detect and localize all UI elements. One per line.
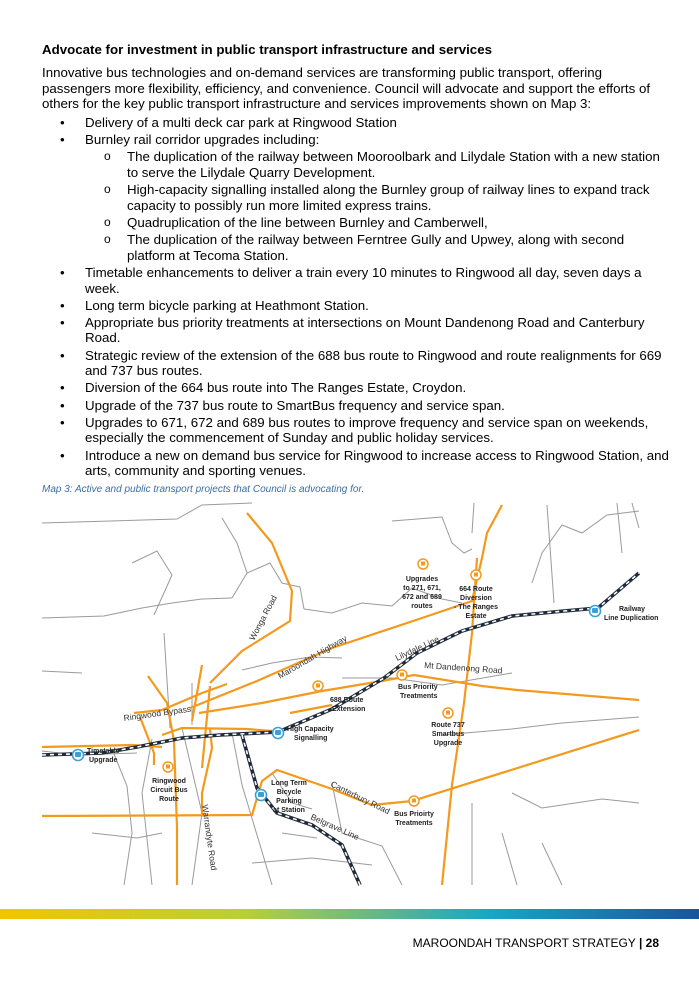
label-bicycle-1: Long Term [271, 780, 307, 787]
advocacy-list [42, 115, 672, 480]
label-bus-priority-2b: Treatments [395, 820, 433, 827]
list-item [42, 380, 672, 396]
list-item-text: Strategic review of the extension of the 688 bus route to Ringwood and route realignments for 669 and 737 bus routes. [85, 347, 662, 379]
sub-list-item-text: Quadruplication of the line between Burnley and Camberwell, [127, 214, 488, 230]
list-item-text: Delivery of a multi deck car park at Ringwood Station [85, 115, 397, 130]
label-rail-dup-2: Line Duplication [604, 615, 659, 622]
sub-bullet-icon: o [104, 149, 111, 164]
label-bicycle-2: Bicycle [276, 789, 302, 796]
label-timetable-2: Upgrade [89, 757, 118, 764]
list-item-text: Diversion of the 664 bus route into The Ranges Estate, Croydon. [85, 380, 467, 396]
train-icon [273, 728, 284, 739]
bullet-icon: • [60, 264, 65, 280]
label-737-3: Upgrade [433, 740, 463, 747]
bullet-icon: • [60, 447, 65, 463]
rail-name-belgrave: Belgrave Line [309, 811, 361, 842]
label-bus-priority-2: Bus Prioirty [394, 811, 434, 818]
bus-icon [418, 559, 428, 569]
sub-list-item-text: The duplication of the railway between Mooroolbark and Lilydale Station with a new station to serve the Lilydale Quarry Development. [127, 149, 660, 180]
road-name-wonga: Wonga Road [246, 593, 279, 642]
list-item [42, 415, 672, 446]
list-item [42, 315, 672, 346]
sub-list-item-text: The duplication of the railway between Ferntree Gully and Upwey, along with second platform at Tecoma Station. [127, 232, 625, 263]
sub-list-item [42, 182, 672, 213]
label-circuit-3: Route [159, 796, 179, 803]
project-labels [87, 576, 658, 827]
label-664-2: Diversion [460, 595, 492, 602]
bullet-icon: • [60, 297, 65, 313]
bus-icon [313, 681, 323, 691]
label-hcs-2: Signalling [294, 735, 328, 742]
road-name-maroondah: Maroondah Highway [276, 633, 349, 681]
label-664-4: Estate [465, 613, 487, 620]
label-hcs-1: High Capacity [287, 726, 334, 733]
bullet-icon: • [60, 397, 65, 413]
label-664-3: - The Ranges [454, 604, 498, 611]
list-item-text: Upgrade of the 737 bus route to SmartBus frequency and service span. [85, 397, 505, 413]
bullet-icon: • [60, 115, 65, 130]
list-item [42, 265, 672, 296]
label-bicycle-3: Parking [276, 798, 302, 805]
section-heading: Advocate for investment in public transport infrastructure and services [42, 42, 492, 57]
label-upgrades-4: routes [411, 603, 433, 610]
label-timetable-1: Timetable [87, 748, 120, 755]
page-number: 28 [645, 936, 659, 950]
map-3 [42, 503, 659, 885]
rail-name-lilydale: Lilydale Line [393, 633, 441, 663]
bullet-icon: • [60, 380, 65, 396]
bus-icon [163, 762, 173, 772]
list-item [42, 298, 672, 314]
label-upgrades-3: 672 and 689 [402, 594, 442, 601]
list-item-text: Long term bicycle parking at Heathmont Station. [85, 297, 369, 313]
road-name-bypass: Ringwood Bypass [122, 703, 192, 723]
sub-bullet-icon: o [104, 182, 111, 197]
intro-paragraph: Innovative bus technologies and on-demand services are transforming public transport, offering passengers more flexibility, efficiency, and convenience. Council will advocate and support the efforts of others for the key public transport infrastructure and services improvements shown on Map 3: [42, 65, 651, 112]
footer-separator: | [638, 936, 643, 950]
list-item [42, 132, 672, 148]
label-bus-priority-1b: Treatments [400, 693, 438, 700]
list-item-text: Timetable enhancements to deliver a train every 10 minutes to Ringwood all day, seven days a week. [85, 264, 642, 296]
bullet-icon: • [60, 132, 65, 148]
road-name-warrandyte: Warrandyte Road [200, 803, 220, 871]
bus-icon [409, 796, 419, 806]
sub-list-item [42, 149, 672, 180]
bullet-icon: • [60, 347, 65, 363]
label-circuit-2: Circuit Bus [150, 787, 188, 794]
label-688-2: Extension [332, 706, 366, 713]
sub-list-item [42, 232, 672, 263]
page-footer [413, 936, 659, 950]
road-name-mtdandenong: Mt Dandenong Road [423, 660, 503, 676]
label-737-2: Smartbus [431, 731, 465, 738]
bus-icon [443, 708, 453, 718]
sub-list-item [42, 215, 672, 231]
label-upgrades-2: to 271, 671, [403, 585, 441, 592]
train-icon [590, 606, 601, 617]
list-item [42, 348, 672, 379]
list-item-text: Burnley rail corridor upgrades including: [85, 132, 320, 148]
train-icon [256, 790, 267, 801]
list-item [42, 398, 672, 414]
sub-bullet-icon: o [104, 232, 111, 247]
label-bicycle-4: at Station [273, 807, 305, 814]
bullet-icon: • [60, 414, 65, 430]
list-item-text: Appropriate bus priority treatments at intersections on Mount Dandenong Road and Canterbury Road. [85, 314, 645, 346]
label-rail-dup-1: Railway [619, 606, 646, 613]
label-circuit-1: Ringwood [152, 778, 186, 785]
train-icon [73, 750, 84, 761]
list-item-text: Introduce a new on demand bus service for Ringwood to increase access to Ringwood Station, and arts, community and sporting venues. [85, 447, 669, 479]
list-item [42, 448, 672, 479]
list-item-text: Upgrades to 671, 672 and 689 bus routes to improve frequency and service span on weekends, especially the commencement of Sunday and public holiday services. [85, 414, 649, 446]
list-item [42, 115, 672, 131]
label-664-1: 664 Route [459, 586, 493, 593]
bus-icon [471, 570, 481, 580]
label-bus-priority-1: Bus Priority [398, 684, 438, 691]
road-name-canterbury: Canterbury Road [329, 778, 392, 817]
label-737-1: Route 737 [431, 722, 465, 729]
bus-icon [397, 670, 407, 680]
map-caption: Map 3: Active and public transport projects that Council is advocating for. [42, 484, 365, 495]
label-688-1: 688 Route [330, 697, 364, 704]
bullet-icon: • [60, 314, 65, 330]
label-upgrades-1: Upgrades [405, 576, 439, 583]
transport-map [42, 503, 659, 885]
footer-colour-band [0, 909, 699, 919]
footer-title: MAROONDAH TRANSPORT STRATEGY [412, 936, 636, 950]
sub-bullet-icon: o [104, 214, 111, 229]
sub-list-item-text: High-capacity signalling installed along the Burnley group of railway lines to expand track capacity to possibly run more limited express trains. [127, 182, 650, 213]
